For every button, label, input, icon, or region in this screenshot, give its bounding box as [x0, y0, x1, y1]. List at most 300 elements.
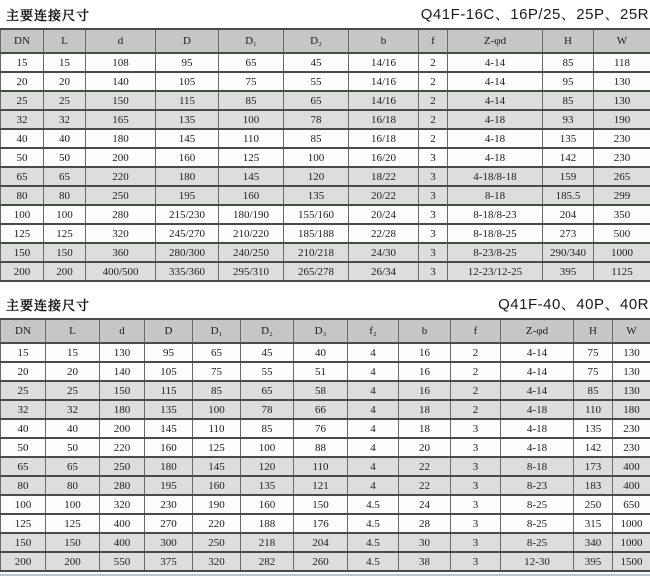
table-row [1, 419, 650, 438]
table-cell: 16/18 [349, 129, 419, 148]
table-cell: 125 [44, 224, 86, 243]
table-cell: 110 [294, 457, 348, 476]
table-cell: 1000 [613, 514, 650, 533]
table-cell: 38 [399, 552, 451, 571]
table-cell: 55 [241, 362, 294, 381]
table-cell: 3 [451, 533, 501, 552]
table-cell: 100 [193, 400, 241, 419]
table-cell: 218 [241, 533, 294, 552]
table-cell: 3 [451, 495, 501, 514]
table-cell: 3 [451, 438, 501, 457]
table-cell: 40 [1, 419, 46, 438]
table-row [1, 343, 650, 362]
table-cell: 18 [399, 400, 451, 419]
table-cell: 8-23/8-25 [448, 243, 543, 262]
table-row [1, 457, 650, 476]
table-cell: 204 [294, 533, 348, 552]
table-row [1, 167, 650, 186]
table-cell: 80 [46, 476, 100, 495]
table-cell: 3 [419, 167, 448, 186]
table-cell: 115 [156, 91, 219, 110]
table-cell: 3 [451, 476, 501, 495]
table-cell: 4-14 [448, 72, 543, 91]
table-cell: 40 [46, 419, 100, 438]
table-cell: 58 [294, 381, 348, 400]
table-cell: 15 [44, 53, 86, 72]
table-cell: 80 [1, 186, 44, 205]
table-row [1, 495, 650, 514]
table-cell: 140 [100, 362, 145, 381]
table-cell: 4.5 [348, 514, 399, 533]
table-cell: 16 [399, 343, 451, 362]
table-cell: 180 [613, 400, 650, 419]
table-cell: 16/20 [349, 148, 419, 167]
table-cell: 200 [100, 419, 145, 438]
table-cell: 125 [219, 148, 284, 167]
table-cell: 110 [574, 400, 613, 419]
table-cell: 260 [294, 552, 348, 571]
table-cell: 135 [156, 110, 219, 129]
table-cell: 16 [399, 381, 451, 400]
table-cell: 295/310 [219, 262, 284, 281]
table-cell: 22/28 [349, 224, 419, 243]
table-cell: 360 [86, 243, 156, 262]
table-cell: 85 [543, 53, 594, 72]
table-cell: 2 [419, 110, 448, 129]
table-cell: 14/16 [349, 53, 419, 72]
table-cell: 4 [348, 438, 399, 457]
table-cell: 220 [86, 167, 156, 186]
table-cell: 3 [419, 224, 448, 243]
table-cell: 200 [1, 262, 44, 281]
table-cell: 20/24 [349, 205, 419, 224]
table-cell: 3 [419, 243, 448, 262]
table-cell: 65 [44, 167, 86, 186]
table-cell: 3 [419, 205, 448, 224]
table-cell: 130 [100, 343, 145, 362]
table-cell: 4-18/8-18 [448, 167, 543, 186]
column-header: b [349, 29, 419, 53]
table-header-row [1, 29, 650, 53]
table-cell: 25 [1, 381, 46, 400]
table-cell: 150 [100, 381, 145, 400]
table-cell: 230 [594, 129, 650, 148]
table-cell: 85 [219, 91, 284, 110]
table-cell: 85 [284, 129, 349, 148]
table-cell: 4-18 [448, 110, 543, 129]
bottom-accent-line [0, 574, 650, 576]
table-cell: 65 [46, 457, 100, 476]
section-1-title: 主要连接尺寸 [6, 8, 91, 23]
table-row [1, 129, 650, 148]
table-cell: 265 [594, 167, 650, 186]
table-cell: 183 [574, 476, 613, 495]
table-cell: 145 [156, 129, 219, 148]
table-cell: 185.5 [543, 186, 594, 205]
table-cell: 50 [1, 148, 44, 167]
table-cell: 400/500 [86, 262, 156, 281]
table-cell: 185/188 [284, 224, 349, 243]
table-cell: 100 [241, 438, 294, 457]
table-row [1, 91, 650, 110]
table-cell: 100 [1, 205, 44, 224]
table-cell: 25 [46, 381, 100, 400]
section-2-header [0, 282, 650, 318]
table-cell: 135 [241, 476, 294, 495]
table-cell: 180 [100, 400, 145, 419]
table-cell: 40 [44, 129, 86, 148]
table-cell: 100 [46, 495, 100, 514]
table-cell: 400 [613, 457, 650, 476]
table-cell: 135 [145, 400, 193, 419]
table-cell: 105 [145, 362, 193, 381]
table-cell: 40 [1, 129, 44, 148]
table-row [1, 224, 650, 243]
table-cell: 270 [145, 514, 193, 533]
table-cell: 230 [594, 148, 650, 167]
table-cell: 400 [613, 476, 650, 495]
table-cell: 20 [46, 362, 100, 381]
table-cell: 1000 [594, 243, 650, 262]
table-cell: 142 [543, 148, 594, 167]
table-cell: 75 [574, 343, 613, 362]
table-cell: 18 [399, 419, 451, 438]
table-cell: 200 [1, 552, 46, 571]
table-cell: 125 [46, 514, 100, 533]
table-cell: 1500 [613, 552, 650, 571]
table-cell: 135 [284, 186, 349, 205]
table-cell: 320 [100, 495, 145, 514]
table-cell: 25 [1, 91, 44, 110]
section-1-model-numbers: Q41F-16C、16P/25、25P、25R [420, 6, 649, 23]
table-cell: 65 [1, 457, 46, 476]
table-cell: 20 [1, 72, 44, 91]
table-cell: 188 [241, 514, 294, 533]
table-cell: 240/250 [219, 243, 284, 262]
table-cell: 20 [44, 72, 86, 91]
table-cell: 75 [219, 72, 284, 91]
table-cell: 195 [145, 476, 193, 495]
table-cell: 78 [284, 110, 349, 129]
table-cell: 65 [193, 343, 241, 362]
table-cell: 4.5 [348, 495, 399, 514]
column-header: d [100, 319, 145, 343]
table-cell: 2 [419, 72, 448, 91]
table-cell: 150 [86, 91, 156, 110]
column-header: H [574, 319, 613, 343]
dimensions-table-40 [0, 318, 650, 572]
column-header: D₂ [284, 29, 349, 53]
section-2-title: 主要连接尺寸 [6, 298, 91, 313]
table-cell: 3 [419, 148, 448, 167]
table-cell: 290/340 [543, 243, 594, 262]
column-header: D₃ [294, 319, 348, 343]
table-cell: 340 [574, 533, 613, 552]
table-cell: 2 [419, 129, 448, 148]
table-cell: 245/270 [156, 224, 219, 243]
table-cell: 155/160 [284, 205, 349, 224]
table-cell: 142 [574, 438, 613, 457]
table-cell: 125 [193, 438, 241, 457]
table-cell: 4.5 [348, 552, 399, 571]
table-cell: 125 [1, 514, 46, 533]
table-cell: 195 [156, 186, 219, 205]
table-cell: 15 [1, 53, 44, 72]
table-row [1, 400, 650, 419]
table-cell: 500 [594, 224, 650, 243]
table-cell: 108 [86, 53, 156, 72]
table-cell: 130 [594, 72, 650, 91]
table-cell: 280 [100, 476, 145, 495]
table-cell: 280 [86, 205, 156, 224]
column-header: D [156, 29, 219, 53]
table-cell: 145 [193, 457, 241, 476]
column-header: Z-φd [448, 29, 543, 53]
table-cell: 200 [86, 148, 156, 167]
table-cell: 150 [1, 243, 44, 262]
table-cell: 280/300 [156, 243, 219, 262]
table-cell: 3 [419, 262, 448, 281]
table-row [1, 243, 650, 262]
table-cell: 55 [284, 72, 349, 91]
table-cell: 8-18/8-23 [448, 205, 543, 224]
column-header: f [451, 319, 501, 343]
table-cell: 8-25 [501, 533, 574, 552]
table-cell: 85 [193, 381, 241, 400]
column-header: D₁ [193, 319, 241, 343]
table-cell: 150 [46, 533, 100, 552]
column-header: H [543, 29, 594, 53]
table-cell: 350 [594, 205, 650, 224]
section-1-header [0, 0, 650, 28]
table-cell: 65 [219, 53, 284, 72]
table-row [1, 362, 650, 381]
table-cell: 140 [86, 72, 156, 91]
table-cell: 3 [419, 186, 448, 205]
table-cell: 65 [1, 167, 44, 186]
table-cell: 15 [1, 343, 46, 362]
column-header: L [44, 29, 86, 53]
table-cell: 26/34 [349, 262, 419, 281]
table-cell: 130 [594, 91, 650, 110]
table-cell: 20 [1, 362, 46, 381]
table-cell: 4.5 [348, 533, 399, 552]
table-cell: 120 [284, 167, 349, 186]
table-cell: 4 [348, 381, 399, 400]
table-cell: 20/22 [349, 186, 419, 205]
table-row [1, 552, 650, 571]
table-cell: 200 [46, 552, 100, 571]
table-cell: 40 [294, 343, 348, 362]
table-cell: 180 [156, 167, 219, 186]
table-cell: 204 [543, 205, 594, 224]
table-cell: 45 [284, 53, 349, 72]
table-cell: 130 [613, 343, 650, 362]
column-header: f [419, 29, 448, 53]
table-cell: 2 [451, 400, 501, 419]
table-cell: 50 [1, 438, 46, 457]
table-row [1, 438, 650, 457]
column-header: L [46, 319, 100, 343]
table-cell: 550 [100, 552, 145, 571]
table-cell: 110 [219, 129, 284, 148]
table-cell: 32 [1, 110, 44, 129]
table-cell: 32 [46, 400, 100, 419]
table-cell: 88 [294, 438, 348, 457]
table-cell: 250 [193, 533, 241, 552]
table-row [1, 205, 650, 224]
table-cell: 65 [241, 381, 294, 400]
table-cell: 650 [613, 495, 650, 514]
table-cell: 15 [46, 343, 100, 362]
table-cell: 4-14 [501, 381, 574, 400]
table-cell: 4-14 [501, 362, 574, 381]
table-cell: 3 [451, 457, 501, 476]
table-cell: 400 [100, 533, 145, 552]
table-cell: 375 [145, 552, 193, 571]
table-cell: 8-23 [501, 476, 574, 495]
table-cell: 95 [543, 72, 594, 91]
table-cell: 230 [613, 438, 650, 457]
table-cell: 250 [100, 457, 145, 476]
table-cell: 165 [86, 110, 156, 129]
table-cell: 120 [241, 457, 294, 476]
table-row [1, 186, 650, 205]
table-cell: 160 [241, 495, 294, 514]
table-cell: 200 [44, 262, 86, 281]
table-cell: 220 [100, 438, 145, 457]
table-cell: 4-14 [501, 343, 574, 362]
table-cell: 3 [451, 514, 501, 533]
table-cell: 118 [594, 53, 650, 72]
table-cell: 159 [543, 167, 594, 186]
table-cell: 8-18 [448, 186, 543, 205]
column-header: W [613, 319, 650, 343]
table-cell: 145 [219, 167, 284, 186]
table-cell: 173 [574, 457, 613, 476]
table-cell: 4-18 [501, 438, 574, 457]
table-cell: 4 [348, 362, 399, 381]
table-cell: 220 [193, 514, 241, 533]
table-cell: 210/220 [219, 224, 284, 243]
table-cell: 135 [543, 129, 594, 148]
table-cell: 320 [193, 552, 241, 571]
table-cell: 4-18 [501, 419, 574, 438]
table-cell: 250 [574, 495, 613, 514]
table-header-row [1, 319, 650, 343]
table-cell: 125 [1, 224, 44, 243]
table-cell: 4 [348, 419, 399, 438]
table-cell: 121 [294, 476, 348, 495]
table-cell: 273 [543, 224, 594, 243]
table-cell: 210/218 [284, 243, 349, 262]
table-cell: 3 [451, 552, 501, 571]
table-cell: 95 [156, 53, 219, 72]
table-cell: 16 [399, 362, 451, 381]
table-cell: 4-14 [448, 53, 543, 72]
table-cell: 100 [44, 205, 86, 224]
column-header: D [145, 319, 193, 343]
table-cell: 395 [574, 552, 613, 571]
table-cell: 2 [451, 381, 501, 400]
column-header: W [594, 29, 650, 53]
table-cell: 1125 [594, 262, 650, 281]
table-cell: 66 [294, 400, 348, 419]
table-cell: 230 [613, 419, 650, 438]
table-cell: 8-18 [501, 457, 574, 476]
table-cell: 12-30 [501, 552, 574, 571]
table-cell: 160 [219, 186, 284, 205]
table-cell: 85 [241, 419, 294, 438]
table-cell: 4 [348, 343, 399, 362]
table-cell: 4 [348, 476, 399, 495]
table-cell: 105 [156, 72, 219, 91]
table-cell: 24 [399, 495, 451, 514]
table-cell: 180/190 [219, 205, 284, 224]
table-cell: 4-18 [448, 129, 543, 148]
column-header: f₂ [348, 319, 399, 343]
table-cell: 8-25 [501, 495, 574, 514]
table-cell: 95 [145, 343, 193, 362]
table-cell: 190 [594, 110, 650, 129]
table-cell: 8-25 [501, 514, 574, 533]
table-cell: 80 [44, 186, 86, 205]
table-cell: 50 [46, 438, 100, 457]
table-cell: 1000 [613, 533, 650, 552]
table-cell: 32 [1, 400, 46, 419]
table-cell: 4-18 [501, 400, 574, 419]
table-cell: 395 [543, 262, 594, 281]
table-cell: 2 [451, 362, 501, 381]
table-cell: 282 [241, 552, 294, 571]
table-cell: 24/30 [349, 243, 419, 262]
table-cell: 22 [399, 457, 451, 476]
table-cell: 4-14 [448, 91, 543, 110]
table-cell: 176 [294, 514, 348, 533]
table-cell: 28 [399, 514, 451, 533]
table-cell: 51 [294, 362, 348, 381]
table-cell: 100 [219, 110, 284, 129]
table-cell: 145 [145, 419, 193, 438]
table-row [1, 110, 650, 129]
table-cell: 2 [419, 53, 448, 72]
column-header: Z-φd [501, 319, 574, 343]
table-cell: 20 [399, 438, 451, 457]
table-cell: 4-18 [448, 148, 543, 167]
table-cell: 16/18 [349, 110, 419, 129]
table-row [1, 381, 650, 400]
table-cell: 130 [613, 362, 650, 381]
table-cell: 65 [284, 91, 349, 110]
table-cell: 18/22 [349, 167, 419, 186]
table-cell: 320 [86, 224, 156, 243]
table-cell: 335/360 [156, 262, 219, 281]
table-cell: 2 [451, 343, 501, 362]
table-cell: 180 [86, 129, 156, 148]
column-header: b [399, 319, 451, 343]
table-cell: 85 [574, 381, 613, 400]
table-cell: 50 [44, 148, 86, 167]
table-cell: 93 [543, 110, 594, 129]
table-cell: 100 [284, 148, 349, 167]
column-header: DN [1, 319, 46, 343]
table-cell: 230 [145, 495, 193, 514]
table-cell: 135 [574, 419, 613, 438]
column-header: D₁ [219, 29, 284, 53]
table-cell: 3 [451, 419, 501, 438]
table-cell: 160 [145, 438, 193, 457]
table-cell: 150 [44, 243, 86, 262]
